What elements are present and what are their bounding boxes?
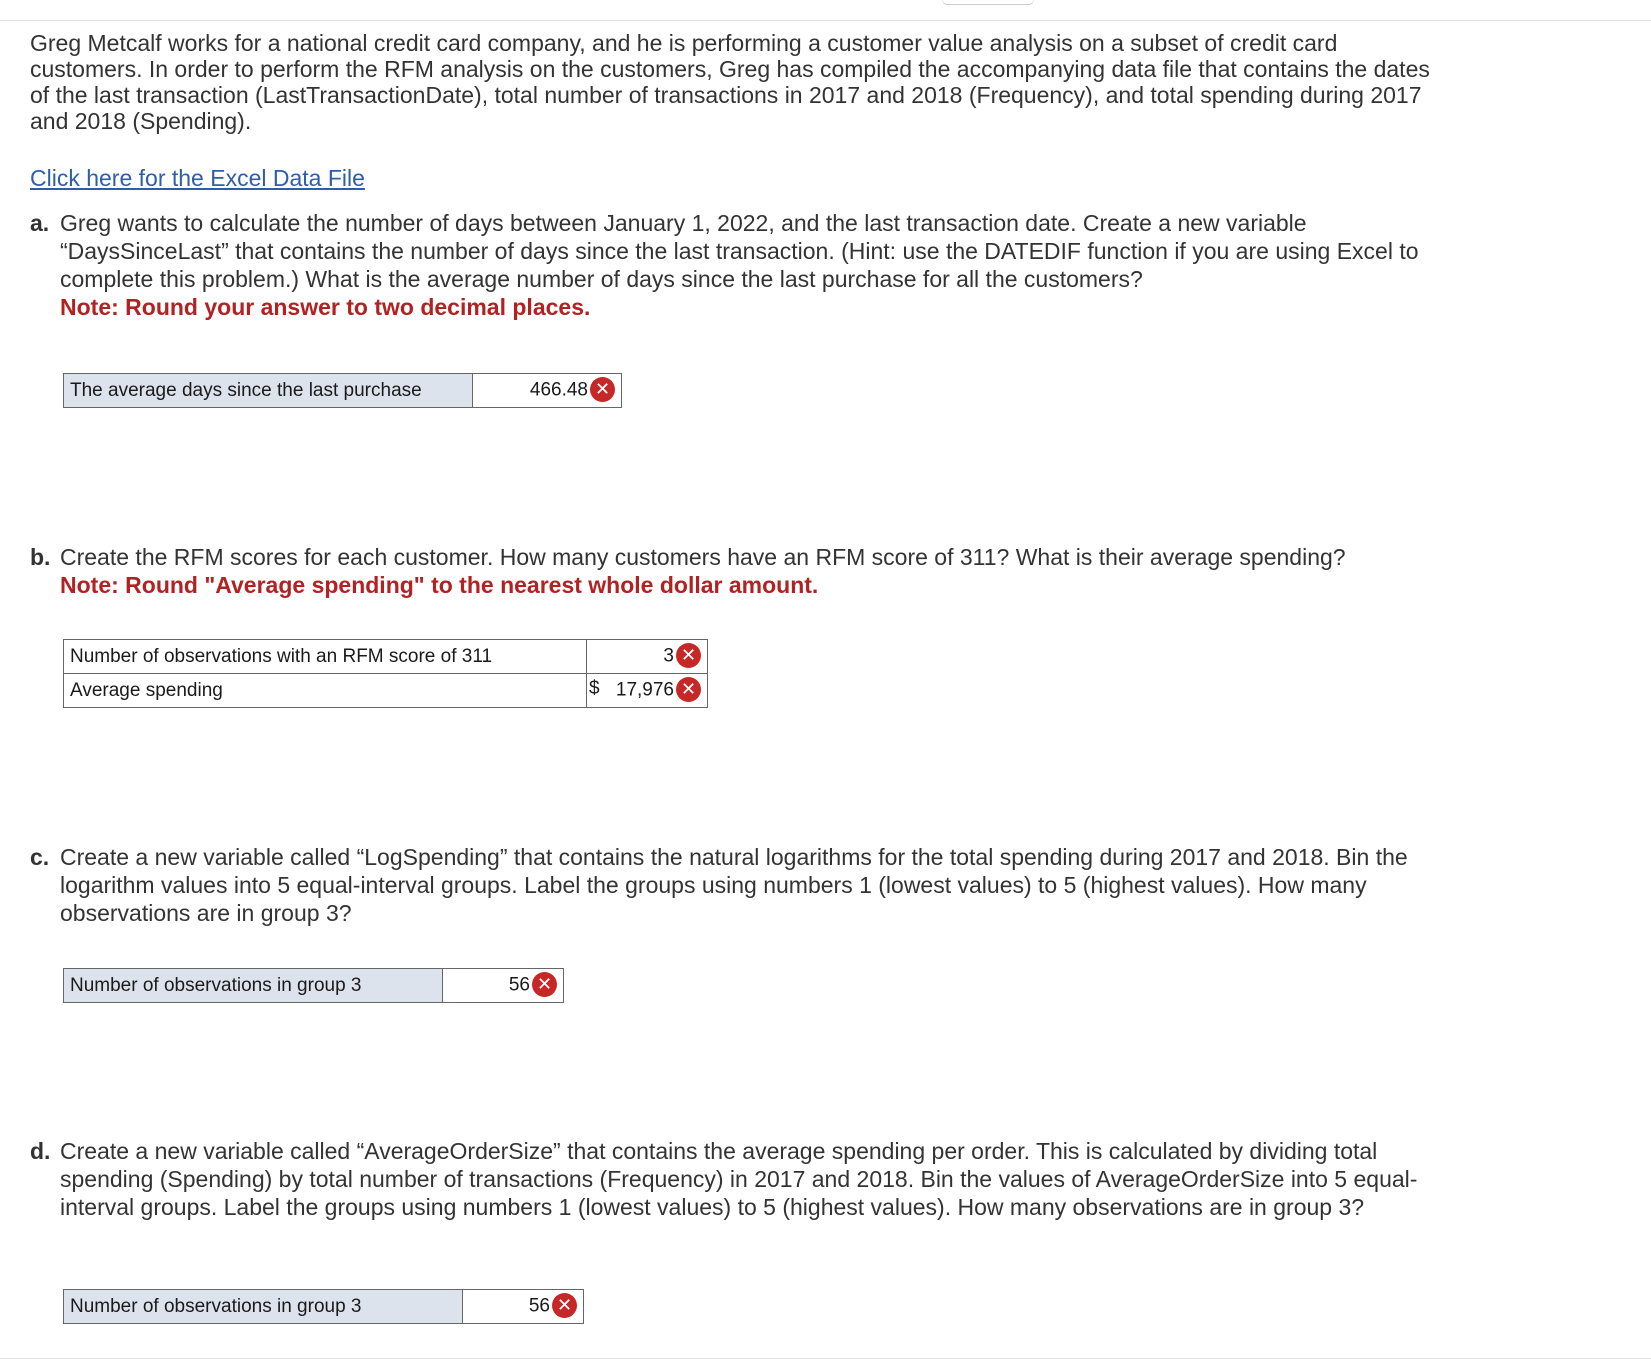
question-b (30, 543, 1450, 599)
question-note: Note: Round your answer to two decimal places. (60, 294, 591, 320)
incorrect-icon: ✕ (532, 972, 557, 997)
question-text: Create the RFM scores for each customer. How many customers have an RFM score of 311? What is their average spending? (60, 544, 1346, 570)
incorrect-icon: ✕ (676, 677, 701, 702)
top-tab-handle (942, 0, 1034, 5)
answer-input[interactable] (587, 674, 708, 708)
answer-value: 466.48 (529, 379, 588, 401)
question-a (30, 209, 1450, 321)
answer-input[interactable] (473, 374, 622, 408)
currency-prefix: $ (589, 678, 600, 699)
question-text: Greg wants to calculate the number of days between January 1, 2022, and the last transaction date. Create a new variable “DaysSinceLast” that contains the number of days since the last transaction. (Hint: use the DATEDIF function if you are using Excel to complete this problem.) What is the average number of days since the last purchase for all the customers? (60, 210, 1419, 292)
excel-data-file-link[interactable]: Click here for the Excel Data File (30, 165, 365, 191)
incorrect-icon: ✕ (590, 377, 615, 402)
answer-value: 3 (663, 645, 674, 667)
question-letter: d. (30, 1138, 51, 1164)
answer-input[interactable] (463, 1290, 584, 1324)
answer-label: Average spending (64, 674, 587, 708)
answer-table-a (63, 373, 622, 408)
answer-label: The average days since the last purchase (64, 374, 473, 408)
question-d (30, 1137, 1450, 1221)
answer-value: 17,976 (615, 679, 674, 701)
incorrect-icon: ✕ (676, 643, 701, 668)
question-letter: b. (30, 544, 51, 570)
answer-table-d (63, 1289, 584, 1324)
question-text: Create a new variable called “LogSpending” that contains the natural logarithms for the total spending during 2017 and 2018. Bin the logarithm values into 5 equal-interval groups. Label the groups using numbers 1 (lowest values) to 5 (highest values). How many observations are in group 3? (60, 844, 1408, 926)
answer-label: Number of observations in group 3 (64, 969, 443, 1003)
answer-table-c (63, 968, 564, 1003)
answer-value: 56 (528, 1295, 550, 1317)
question-text: Create a new variable called “AverageOrderSize” that contains the average spending per order. This is calculated by dividing total spending (Spending) by total number of transactions (Frequency) in 2017 and 2018. Bin the values of AverageOrderSize into 5 equal-interval groups. Label the groups using numbers 1 (lowest values) to 5 (highest values). How many observations are in group 3? (60, 1138, 1418, 1220)
answer-row (64, 640, 708, 674)
answer-value: 56 (508, 974, 530, 996)
answer-label: Number of observations in group 3 (64, 1290, 463, 1324)
answer-label: Number of observations with an RFM score of 311 (64, 640, 587, 674)
question-letter: c. (30, 844, 50, 870)
question-letter: a. (30, 210, 50, 236)
bottom-divider (0, 1358, 1651, 1359)
answer-row (64, 674, 708, 708)
question-c (30, 843, 1450, 927)
answer-input[interactable] (587, 640, 708, 674)
top-divider (0, 20, 1651, 21)
problem-intro: Greg Metcalf works for a national credit card company, and he is performing a customer value analysis on a subset of credit card customers. In order to perform the RFM analysis on the customers, Greg has compiled the accompanying data file that contains the dates of the last transaction (LastTransactionDate), total number of transactions in 2017 and 2018 (Frequency), and total spending during 2017 and 2018 (Spending). (30, 30, 1430, 134)
answer-input[interactable] (443, 969, 564, 1003)
answer-row (64, 969, 564, 1003)
incorrect-icon: ✕ (552, 1293, 577, 1318)
answer-row (64, 374, 622, 408)
answer-row (64, 1290, 584, 1324)
question-note: Note: Round "Average spending" to the nearest whole dollar amount. (60, 572, 819, 598)
answer-table-b (63, 639, 708, 708)
